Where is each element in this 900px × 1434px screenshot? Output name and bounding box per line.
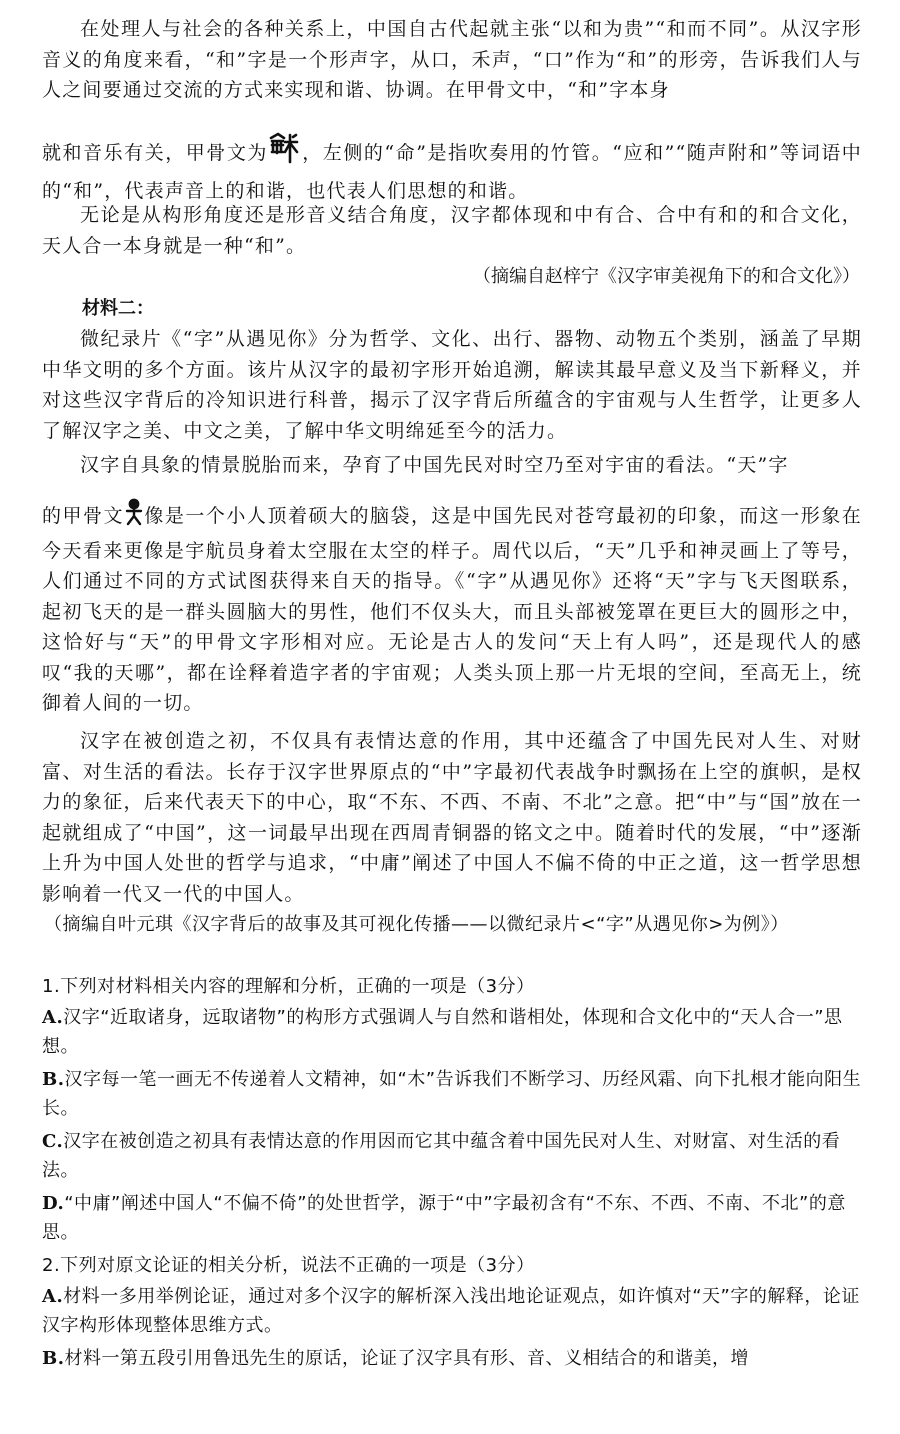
source-citation-2: （摘编自叶元琪《汉字背后的故事及其可视化传播——以微纪录片<“字”从遇见你>为例》） bbox=[44, 914, 789, 935]
paragraph-2: 无论是从构形角度还是形音义结合角度，汉字都体现和中有合、合中有和的和合文化，天人合一本身就是一种“和”。 bbox=[42, 204, 862, 257]
option-a-label: A. bbox=[42, 1286, 64, 1307]
paragraph-5: 汉字在被创造之初，不仅具有表情达意的作用，其中还蕴含了中国先民对人生、对财富、对生活的看法。长存于汉字世界原点的“中”字最初代表战争时飘扬在上空的旗帜，是权力的象征，后来代表天下的中心，取“不东、不西、不南、不北”之意。把“中”与“国”放在一起就组成了“中国”，这一词最早出现在西周青铜器的铭文之中。随着时代的发展，“中”逐渐上升为中国人处世的哲学与追求，“中庸”阐述了中国人不偏不倚的中正之道，这一哲学思想影响着一代又一代的中国人。 bbox=[42, 730, 862, 905]
oracle-bone-tian-glyph-icon bbox=[124, 498, 144, 536]
paragraph-4-text-before-glyph: 的甲骨文 bbox=[42, 504, 125, 527]
paragraph-1-continued bbox=[42, 132, 862, 206]
option-b-label: B. bbox=[42, 1348, 65, 1369]
option-b-text: 材料一第五段引用鲁迅先生的原话，论证了汉字具有形、音、义相结合的和谐美，增 bbox=[64, 1348, 749, 1369]
option-c-text: 汉字在被创造之初具有表情达意的作用因而它其中蕴含着中国先民对人生、对财富、对生活的看法。 bbox=[42, 1131, 841, 1181]
option-a-text: 汉字“近取诸身，远取诸物”的构形方式强调人与自然和谐相处，体现和合文化中的“天人合一”思想。 bbox=[42, 1007, 843, 1057]
paragraph-4-continued bbox=[42, 498, 862, 719]
option-a-text: 材料一多用举例论证，通过对多个汉字的解析深入浅出地论证观点，如许慎对“天”字的解释，论证汉字构形体现整体思维方式。 bbox=[42, 1286, 860, 1336]
paragraph-4-first-line: 汉字自具象的情景脱胎而来，孕育了中国先民对时空乃至对宇宙的看法。“天”字 bbox=[80, 454, 789, 476]
question-1-stem: 1.下列对材料相关内容的理解和分析，正确的一项是（3分） bbox=[42, 976, 535, 997]
option-a-label: A. bbox=[42, 1007, 64, 1028]
question-2-option-b bbox=[42, 1344, 862, 1373]
question-1-option-c bbox=[42, 1127, 862, 1185]
question-2-stem: 2.下列对原文论证的相关分析，说法不正确的一项是（3分） bbox=[42, 1255, 535, 1276]
option-d-text: “中庸”阐述中国人“不偏不倚”的处世哲学，源于“中”字最初含有“不东、不西、不南、不北”的意思。 bbox=[42, 1193, 846, 1243]
option-b-text: 汉字每一笔一画无不传递着人文精神，如“木”告诉我们不断学习、历经风霜、向下扎根才能向阳生长。 bbox=[42, 1069, 862, 1119]
paragraph-4-text-after-glyph: 像是一个小人顶着硕大的脑袋，这是中国先民对苍穹最初的印象，而这一形象在今天看来更像是宇航员身着太空服在太空的样子。周代以后，“天”几乎和神灵画上了等号，人们通过不同的方式试图获得来自天的指导。《“字”从遇见你》还将“天”字与飞天图联系，起初飞天的是一群头圆脑大的男性，他们不仅头大，而且头部被笼罩在更巨大的圆形之中，这恰好与“天”的甲骨文字形相对应。无论是古人的发问“天上有人吗”，还是现代人的感叹“我的天哪”，都在诠释着造字者的宇宙观；人类头顶上那一片无垠的空间，至高无上，统御着人间的一切。 bbox=[42, 504, 862, 714]
question-1-option-d bbox=[42, 1189, 862, 1247]
material-two-heading: 材料二： bbox=[82, 298, 154, 319]
paragraph-1: 在处理人与社会的各种关系上，中国自古代起就主张“以和为贵”“和而不同”。从汉字形音义的角度来看，“和”字是一个形声字，从口，禾声，“口”作为“和”的形旁，告诉我们人与人之间要通过交流的方式来实现和谐、协调。在甲骨文中，“和”字本身 bbox=[42, 18, 862, 101]
question-2-option-a bbox=[42, 1282, 862, 1340]
option-d-label: D. bbox=[42, 1193, 65, 1214]
source-citation-1: （摘编自赵梓宁《汉字审美视角下的和合文化》） bbox=[473, 266, 860, 287]
paragraph-3: 微纪录片《“字”从遇见你》分为哲学、文化、出行、器物、动物五个类别，涵盖了早期中华文明的多个方面。该片从汉字的最初字形开始追溯，解读其最早意义及当下新释义，并对这些汉字背后的冷知识进行科普，揭示了汉字背后所蕴含的宇宙观与人生哲学，让更多人了解汉字之美、中文之美，了解中华文明绵延至今的活力。 bbox=[42, 328, 862, 442]
question-1-option-a bbox=[42, 1003, 862, 1061]
option-b-label: B. bbox=[42, 1069, 65, 1090]
option-c-label: C. bbox=[42, 1131, 64, 1152]
paragraph-1-text-after-glyph: ，左侧的“命”是指吹奏用的竹管。“应和”“随声附和”等词语中的“和”，代表声音上的和谐，也代表人们思想的和谐。 bbox=[42, 141, 862, 202]
paragraph-1-text-before-glyph: 就和音乐有关，甲骨文为 bbox=[42, 141, 268, 164]
question-1-option-b bbox=[42, 1065, 862, 1123]
oracle-bone-he-glyph-icon bbox=[268, 132, 302, 176]
